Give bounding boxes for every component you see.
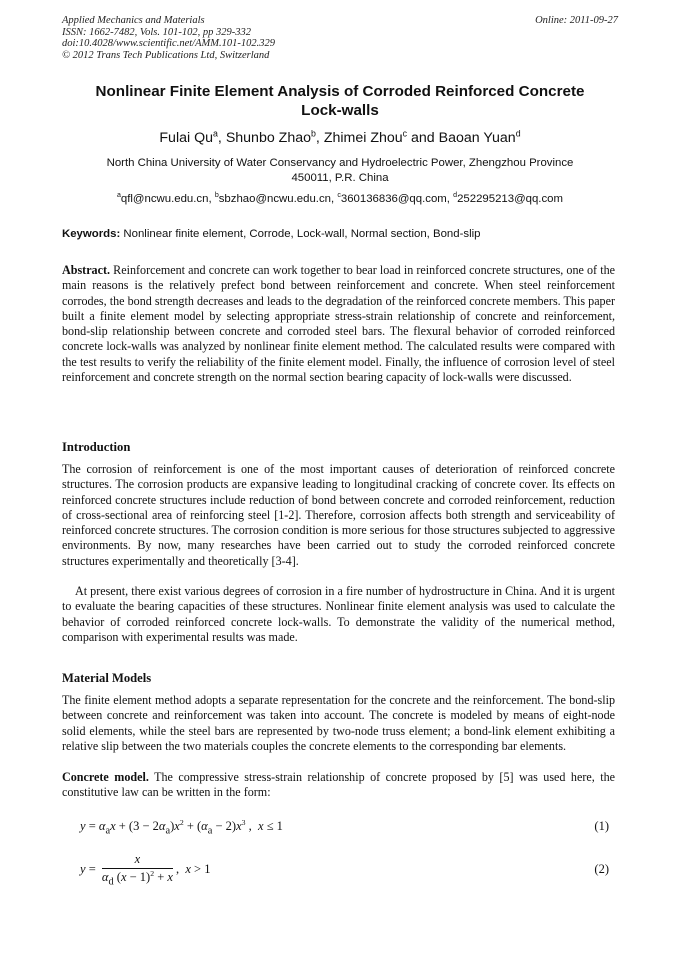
author-separator: , <box>315 130 324 146</box>
author-superscript: c <box>402 128 408 139</box>
author-name: Shunbo Zhao <box>225 130 312 146</box>
intro-paragraph-2: At present, there exist various degrees of corrosion in a fire number of hydrostructure in China. And it is urgent to evaluate the bearing capacities of these structures. Nonlinear finite element analysis was used to calculate the behavior of corroded reinforced concrete lock-walls. To demonstrate the validity of the numerical method, comparison with experimental results was made. <box>62 584 615 644</box>
online-date: Online: 2011-09-27 <box>535 15 618 26</box>
email-superscript: c <box>337 192 341 200</box>
email-superscript: a <box>116 192 121 200</box>
author-and: and <box>407 130 439 146</box>
keywords-label: Keywords: <box>62 228 121 240</box>
email-address: 252295213@qq.com <box>457 193 563 205</box>
email-superscript: b <box>214 192 219 200</box>
equation-1-number: (1) <box>594 819 609 833</box>
issn-line: ISSN: 1662-7482, Vols. 101-102, pp 329-332 <box>62 26 251 38</box>
affiliation-line-2: 450011, P.R. China <box>291 172 389 184</box>
concrete-model-text: The compressive stress-strain relationship of concrete proposed by [5] was used here, the constitutive law can be written in the form: <box>62 770 615 800</box>
email-address: qfl@ncwu.edu.cn <box>120 193 209 205</box>
author-superscript: a <box>213 128 218 139</box>
author-superscript: b <box>311 128 316 139</box>
author-name: Fulai Qu <box>159 130 214 146</box>
email-superscript: d <box>453 192 458 200</box>
title-line-2: Lock-walls <box>301 102 379 119</box>
keywords-text: Nonlinear finite element, Corrode, Lock-wall, Normal section, Bond-slip <box>123 228 481 240</box>
abstract-text: Reinforcement and concrete can work together to bear load in reinforced concrete structures, one of the main reasons is the relatively prefect bond between reinforcement and concrete. When steel reinforcement corrodes, the bond strength decreases and leads to the degradation of the reinforced concrete members. This paper built a finite element model by selecting appropriate stress-strain relationship of concrete and reinforcement, bond-slip relationship between concrete and corroded steel bars. The flexural behavior of corroded reinforced concrete lock-walls was analyzed by nonlinear finite element method. The calculated results were compared with the test results to verify the reliability of the finite element model. Finally, the influence of corrosion level of steel reinforcement and concrete strength on the normal section bearing capacity of lock-walls were discussed. <box>62 263 615 385</box>
email-list: $^a$qfl@ncwu.edu.cn, $^b$sbzhao@ncwu.edu.cn, $^c$360136836@qq.com, $^d$252295213@qq.com <box>116 192 563 205</box>
copyright-line: © 2012 Trans Tech Publications Ltd, Switzerland <box>62 49 270 61</box>
doi-line: doi:10.4028/www.scientific.net/AMM.101-102.329 <box>62 38 275 50</box>
equation-1 <box>80 819 615 837</box>
equation-1-formula: $y = \alpha_ax + (3 - 2\alpha_a)x^2 + (\alpha_a - 2)x^3$ , x ≤ 1 <box>80 817 283 837</box>
equation-2-fraction: $\frac{x}{\alpha_d (x - 1)^2 + x}$ <box>101 852 173 888</box>
author-name: Zhimei Zhou <box>323 130 403 146</box>
concrete-model-label: Concrete model. <box>62 770 149 784</box>
email-address: 360136836@qq.com <box>340 193 447 205</box>
abstract-label: Abstract. <box>62 263 111 277</box>
section-heading-introduction: Introduction <box>62 440 131 454</box>
affiliation <box>62 156 618 186</box>
paper-title <box>62 82 618 120</box>
author-separator: , <box>217 130 226 146</box>
author-name: Baoan Yuan <box>438 130 516 146</box>
equation-2 <box>80 852 615 888</box>
intro-paragraph-1: The corrosion of reinforcement is one of the most important causes of deterioration of reinforced concrete structures. The corrosion products are expansive leading to longitudinal cracking of concrete cover. Its effects on reinforced concrete structures include reduction of bond between concrete and corroded reinforcement, reduction of cross-sectional area of reinforcing steel [1-2]. Therefore, corrosion affects both strength and serviceability of reinforced concrete structures. The corrosion condition is more serious for those structures subjected to aggressive environments. By now, many researches have been carried out to study the corroded reinforced concrete structures experimentally and theoretically [3-4]. <box>62 462 615 568</box>
keywords <box>62 227 618 242</box>
email-address: sbzhao@ncwu.edu.cn <box>218 193 331 205</box>
author-list <box>62 129 618 147</box>
author-superscript: d <box>515 128 521 139</box>
title-line-1: Nonlinear Finite Element Analysis of Corroded Reinforced Concrete <box>95 83 585 100</box>
concrete-model-paragraph <box>62 770 615 801</box>
equation-2-formula: y = $\frac{x}{\alpha_d (x - 1)^2 + x}$ , x > 1 <box>80 852 211 888</box>
section-heading-material-models: Material Models <box>62 671 152 685</box>
journal-header <box>62 15 618 61</box>
affiliation-line-1: North China University of Water Conservancy and Hydroelectric Power, Zhengzhou Province <box>106 157 574 169</box>
journal-name: Applied Mechanics and Materials <box>62 15 205 26</box>
equation-2-number: (2) <box>594 862 609 876</box>
material-paragraph: The finite element method adopts a separate representation for the concrete and the reinforcement. The bond-slip between concrete and reinforcement was taken into account. The concrete is modeled by means of eight-node solid elements, while the steel bars are represented by two-node truss element; a bond-link element exhibiting a relative slip between the two materials couples the concrete elements to the corresponding bar elements. <box>62 693 615 753</box>
abstract <box>62 263 615 385</box>
